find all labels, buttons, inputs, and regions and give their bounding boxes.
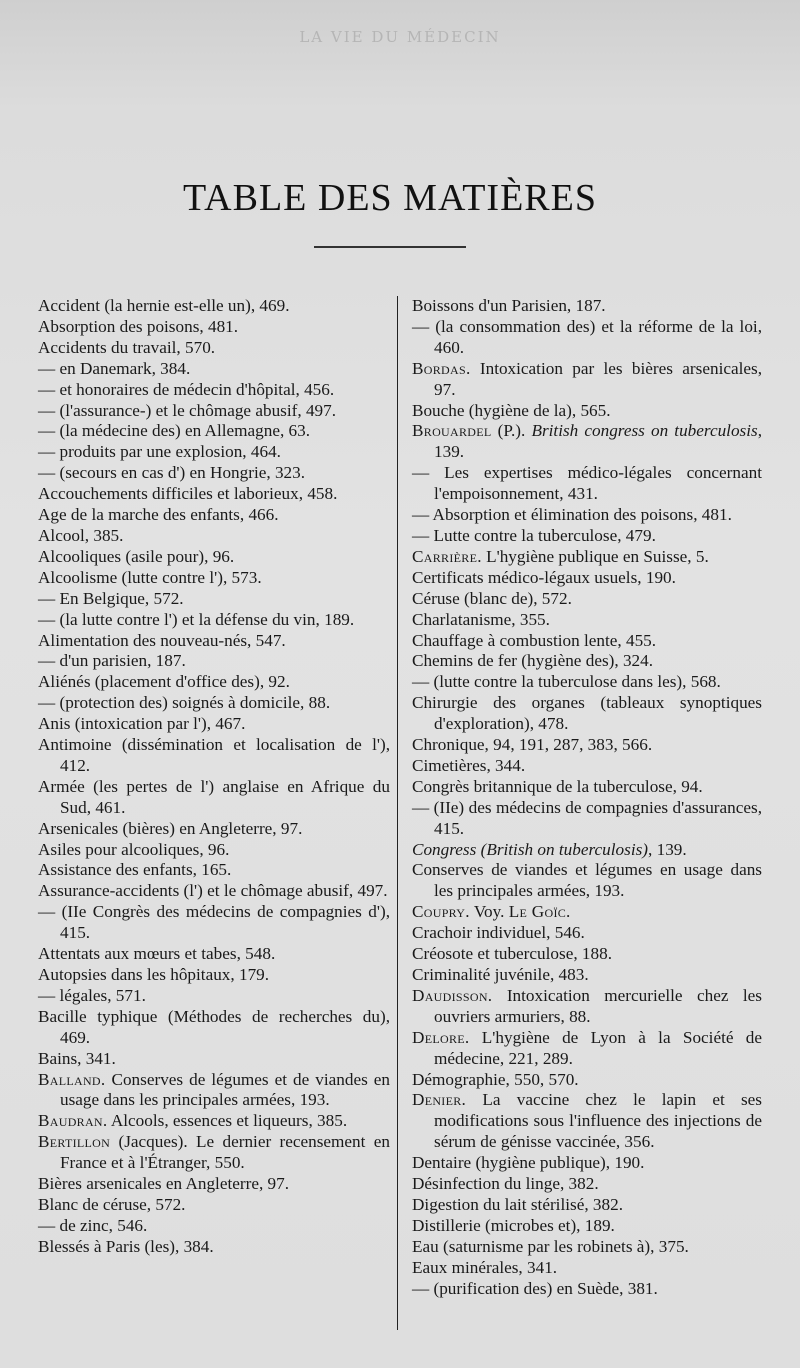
index-entry — [412, 1153, 762, 1174]
index-entry — [38, 651, 390, 672]
entry-text: L'hygiène publique en Suisse, 5. — [481, 546, 709, 566]
index-entry — [412, 1258, 762, 1279]
index-entry — [38, 442, 390, 463]
index-entry — [412, 589, 762, 610]
entry-text: — (IIe Congrès des médecins de compagnies d'), 415. — [38, 902, 390, 943]
entry-text: Digestion du lait stérilisé, 382. — [412, 1194, 624, 1214]
entry-text: (P.). — [491, 421, 532, 441]
author-name: Carrière. — [412, 546, 482, 566]
index-entry — [412, 756, 762, 777]
index-entry — [412, 735, 762, 756]
entry-text: — (la médecine des) en Allemagne, 63. — [38, 421, 311, 441]
entry-text: — en Danemark, 384. — [38, 358, 191, 378]
index-entry — [38, 547, 390, 568]
entry-text: — En Belgique, 572. — [38, 588, 184, 608]
index-entry — [38, 965, 390, 986]
entry-text: — (purification des) en Suède, 381. — [412, 1278, 658, 1298]
index-entry — [412, 463, 762, 505]
entry-text: Intoxication mercurielle chez les ouvriers armuriers, 88. — [434, 985, 762, 1026]
entry-text: Alcoolisme (lutte contre l'), 573. — [38, 567, 262, 587]
index-column-right — [412, 296, 762, 1300]
author-name: Daudisson. — [412, 985, 493, 1005]
index-entry — [412, 1237, 762, 1258]
entry-text: , 139. — [648, 839, 687, 859]
index-entry — [412, 672, 762, 693]
entry-text: Assistance des enfants, 165. — [38, 860, 232, 880]
author-name: Coupry. — [412, 902, 470, 922]
entry-text: Congrès britannique de la tuberculose, 94. — [412, 776, 703, 796]
entry-text: Accident (la hernie est-elle un), 469. — [38, 296, 290, 315]
entry-text: Boissons d'un Parisien, 187. — [412, 296, 606, 315]
index-entry — [412, 1070, 762, 1091]
index-entry — [38, 1237, 390, 1258]
entry-text: Absorption des poisons, 481. — [38, 316, 239, 336]
entry-text: Attentats aux mœurs et tabes, 548. — [38, 944, 276, 964]
author-name: Delore. — [412, 1027, 470, 1047]
entry-text: La vaccine chez le lapin et ses modifications sous l'influence des injections de sérum de génisse vaccinée, 356. — [434, 1090, 762, 1152]
entry-text: Eaux minérales, 341. — [412, 1257, 558, 1277]
entry-text: Créosote et tuberculose, 188. — [412, 944, 612, 964]
index-entry — [38, 840, 390, 861]
entry-text: Certificats médico-légaux usuels, 190. — [412, 567, 676, 587]
entry-text: L'hygiène de Lyon à la Société de médecine, 221, 289. — [434, 1027, 762, 1068]
entry-text: — Les expertises médico-légales concernant l'empoisonnement, 431. — [412, 463, 762, 504]
entry-text: — (IIe) des médecins de compagnies d'assurances, 415. — [412, 797, 762, 838]
author-name: Brouardel — [412, 421, 492, 441]
entry-text: Chirurgie des organes (tableaux synoptiques d'exploration), 478. — [412, 693, 762, 734]
index-entry — [412, 1090, 762, 1153]
entry-text: Anis (intoxication par l'), 467. — [38, 714, 246, 734]
index-entry — [38, 1216, 390, 1237]
index-entry — [412, 526, 762, 547]
italic-title: Congress (British on tuberculosis) — [412, 839, 649, 859]
index-entry — [38, 902, 390, 944]
entry-text: — (l'assurance-) et le chômage abusif, 497. — [38, 400, 337, 420]
author-name: Baudran. — [38, 1111, 108, 1131]
index-entry — [38, 777, 390, 819]
index-entry — [412, 693, 762, 735]
index-entry — [412, 1216, 762, 1237]
index-entry — [412, 651, 762, 672]
index-entry — [412, 505, 762, 526]
entry-text: — (secours en cas d') en Hongrie, 323. — [38, 463, 306, 483]
entry-text: Bières arsenicales en Angleterre, 97. — [38, 1174, 290, 1194]
index-entry — [38, 1195, 390, 1216]
index-entry — [38, 631, 390, 652]
entry-text: Accidents du travail, 570. — [38, 337, 216, 357]
index-entry — [412, 547, 762, 568]
index-entry — [38, 359, 390, 380]
entry-text: Chemins de fer (hygiène des), 324. — [412, 651, 654, 671]
entry-text: Bains, 341. — [38, 1048, 116, 1068]
entry-text: Bouche (hygiène de la), 565. — [412, 400, 611, 420]
index-entry — [38, 672, 390, 693]
index-entry — [38, 463, 390, 484]
entry-text: Alcools, essences et liqueurs, 385. — [107, 1111, 348, 1131]
index-entry — [38, 986, 390, 1007]
page-title: TABLE DES MATIÈRES — [183, 177, 597, 219]
entry-text: Alimentation des nouveau-nés, 547. — [38, 630, 286, 650]
entry-text: Distillerie (microbes et), 189. — [412, 1215, 615, 1235]
entry-text: , 139. — [434, 421, 762, 462]
entry-text: Alcool, 385. — [38, 525, 124, 545]
italic-title: British congress on tuberculosis — [531, 421, 758, 441]
entry-text: — (lutte contre la tuberculose dans les), 568. — [412, 672, 721, 692]
entry-text: Assurance-accidents (l') et le chômage abusif, 497. — [38, 881, 388, 901]
index-entry — [38, 1070, 390, 1112]
index-entry — [412, 317, 762, 359]
index-entry — [38, 693, 390, 714]
running-head: LA VIE DU MÉDECIN — [299, 28, 501, 46]
author-name: Bertillon — [38, 1132, 111, 1152]
index-entry — [38, 714, 390, 735]
index-entry — [412, 923, 762, 944]
index-entry — [38, 526, 390, 547]
entry-text: Accouchements difficiles et laborieux, 458. — [38, 484, 338, 504]
index-entry — [38, 881, 390, 902]
entry-text: Voy. — [469, 902, 509, 922]
entry-text: Bacille typhique (Méthodes de recherches du), 469. — [38, 1006, 390, 1047]
index-entry — [412, 1174, 762, 1195]
entry-text: — de zinc, 546. — [38, 1215, 148, 1235]
index-entry — [412, 902, 762, 923]
index-entry — [412, 631, 762, 652]
index-entry — [38, 421, 390, 442]
entry-text: Criminalité juvénile, 483. — [412, 965, 589, 984]
entry-text: Dentaire (hygiène publique), 190. — [412, 1153, 645, 1173]
index-entry — [412, 860, 762, 902]
entry-text: Intoxication par les bières arsenicales, 97. — [434, 358, 762, 399]
author-name: Bordas. — [412, 358, 471, 378]
entry-text: Arsenicales (bières) en Angleterre, 97. — [38, 818, 303, 838]
entry-text: Antimoine (dissémination et localisation de l'), 412. — [38, 735, 390, 775]
index-entry — [38, 505, 390, 526]
index-entry — [412, 296, 762, 317]
entry-text: Age de la marche des enfants, 466. — [38, 505, 279, 525]
index-entry — [38, 1111, 390, 1132]
index-entry — [412, 798, 762, 840]
entry-text: Alcooliques (asile pour), 96. — [38, 546, 235, 566]
entry-text: Céruse (blanc de), 572. — [412, 588, 572, 608]
index-entry — [38, 1007, 390, 1049]
index-entry — [38, 860, 390, 881]
author-name: Balland. — [38, 1069, 106, 1089]
entry-text: — d'un parisien, 187. — [38, 651, 186, 671]
entry-text: — (protection des) soignés à domicile, 88. — [38, 693, 331, 713]
entry-text: — produits par une explosion, 464. — [38, 442, 281, 462]
entry-text: Démographie, 550, 570. — [412, 1069, 579, 1089]
author-name: Le Goïc — [508, 902, 567, 922]
entry-text: — Lutte contre la tuberculose, 479. — [412, 525, 656, 545]
index-entry — [38, 568, 390, 589]
index-entry — [38, 338, 390, 359]
index-entry — [412, 1279, 762, 1300]
author-name: Denier. — [412, 1090, 467, 1110]
index-entry — [38, 1049, 390, 1070]
index-entry — [38, 317, 390, 338]
entry-text: Crachoir individuel, 546. — [412, 923, 585, 943]
entry-text: — (la lutte contre l') et la défense du vin, 189. — [38, 609, 355, 629]
index-entry — [412, 965, 762, 986]
index-entry — [38, 735, 390, 777]
index-column-left — [38, 296, 390, 1258]
entry-text: — (la consommation des) et la réforme de la loi, 460. — [412, 316, 762, 357]
index-entry — [412, 944, 762, 965]
index-entry — [412, 401, 762, 422]
index-entry — [38, 296, 390, 317]
column-divider — [397, 296, 398, 1330]
index-entry — [412, 610, 762, 631]
entry-text: Autopsies dans les hôpitaux, 179. — [38, 965, 270, 984]
index-entry — [38, 589, 390, 610]
index-entry — [38, 819, 390, 840]
index-entry — [412, 1028, 762, 1070]
index-entry — [38, 1132, 390, 1174]
index-entry — [38, 610, 390, 631]
entry-text: . — [566, 902, 571, 922]
index-entry — [412, 359, 762, 401]
entry-text: Conserves de viandes et légumes en usage dans les principales armées, 193. — [412, 860, 762, 901]
entry-text: Cimetières, 344. — [412, 755, 526, 775]
index-entry — [38, 380, 390, 401]
index-entry — [412, 421, 762, 463]
index-entry — [412, 777, 762, 798]
index-entry — [38, 401, 390, 422]
index-entry — [412, 568, 762, 589]
entry-text: Aliénés (placement d'office des), 92. — [38, 672, 290, 692]
entry-text: Conserves de légumes et de viandes en usage dans les principales armées, 193. — [60, 1069, 390, 1110]
entry-text: Asiles pour alcooliques, 96. — [38, 839, 230, 859]
index-entry — [412, 986, 762, 1028]
entry-text: Désinfection du linge, 382. — [412, 1174, 599, 1194]
index-entry — [412, 1195, 762, 1216]
index-entry — [412, 840, 762, 861]
index-entry — [38, 484, 390, 505]
entry-text: — et honoraires de médecin d'hôpital, 456. — [38, 379, 335, 399]
entry-text: — légales, 571. — [38, 985, 146, 1005]
entry-text: Charlatanisme, 355. — [412, 609, 550, 629]
entry-text: — Absorption et élimination des poisons, 481. — [412, 505, 732, 525]
entry-text: Eau (saturnisme par les robinets à), 375. — [412, 1236, 689, 1256]
entry-text: Armée (les pertes de l') anglaise en Afrique du Sud, 461. — [38, 776, 390, 817]
index-entry — [38, 1174, 390, 1195]
entry-text: Chronique, 94, 191, 287, 383, 566. — [412, 735, 653, 755]
entry-text: (Jacques). Le dernier recensement en France et à l'Étranger, 550. — [60, 1132, 390, 1173]
title-rule — [314, 246, 466, 248]
entry-text: Blessés à Paris (les), 384. — [38, 1236, 214, 1256]
entry-text: Chauffage à combustion lente, 455. — [412, 630, 657, 650]
index-entry — [38, 944, 390, 965]
entry-text: Blanc de céruse, 572. — [38, 1194, 186, 1214]
